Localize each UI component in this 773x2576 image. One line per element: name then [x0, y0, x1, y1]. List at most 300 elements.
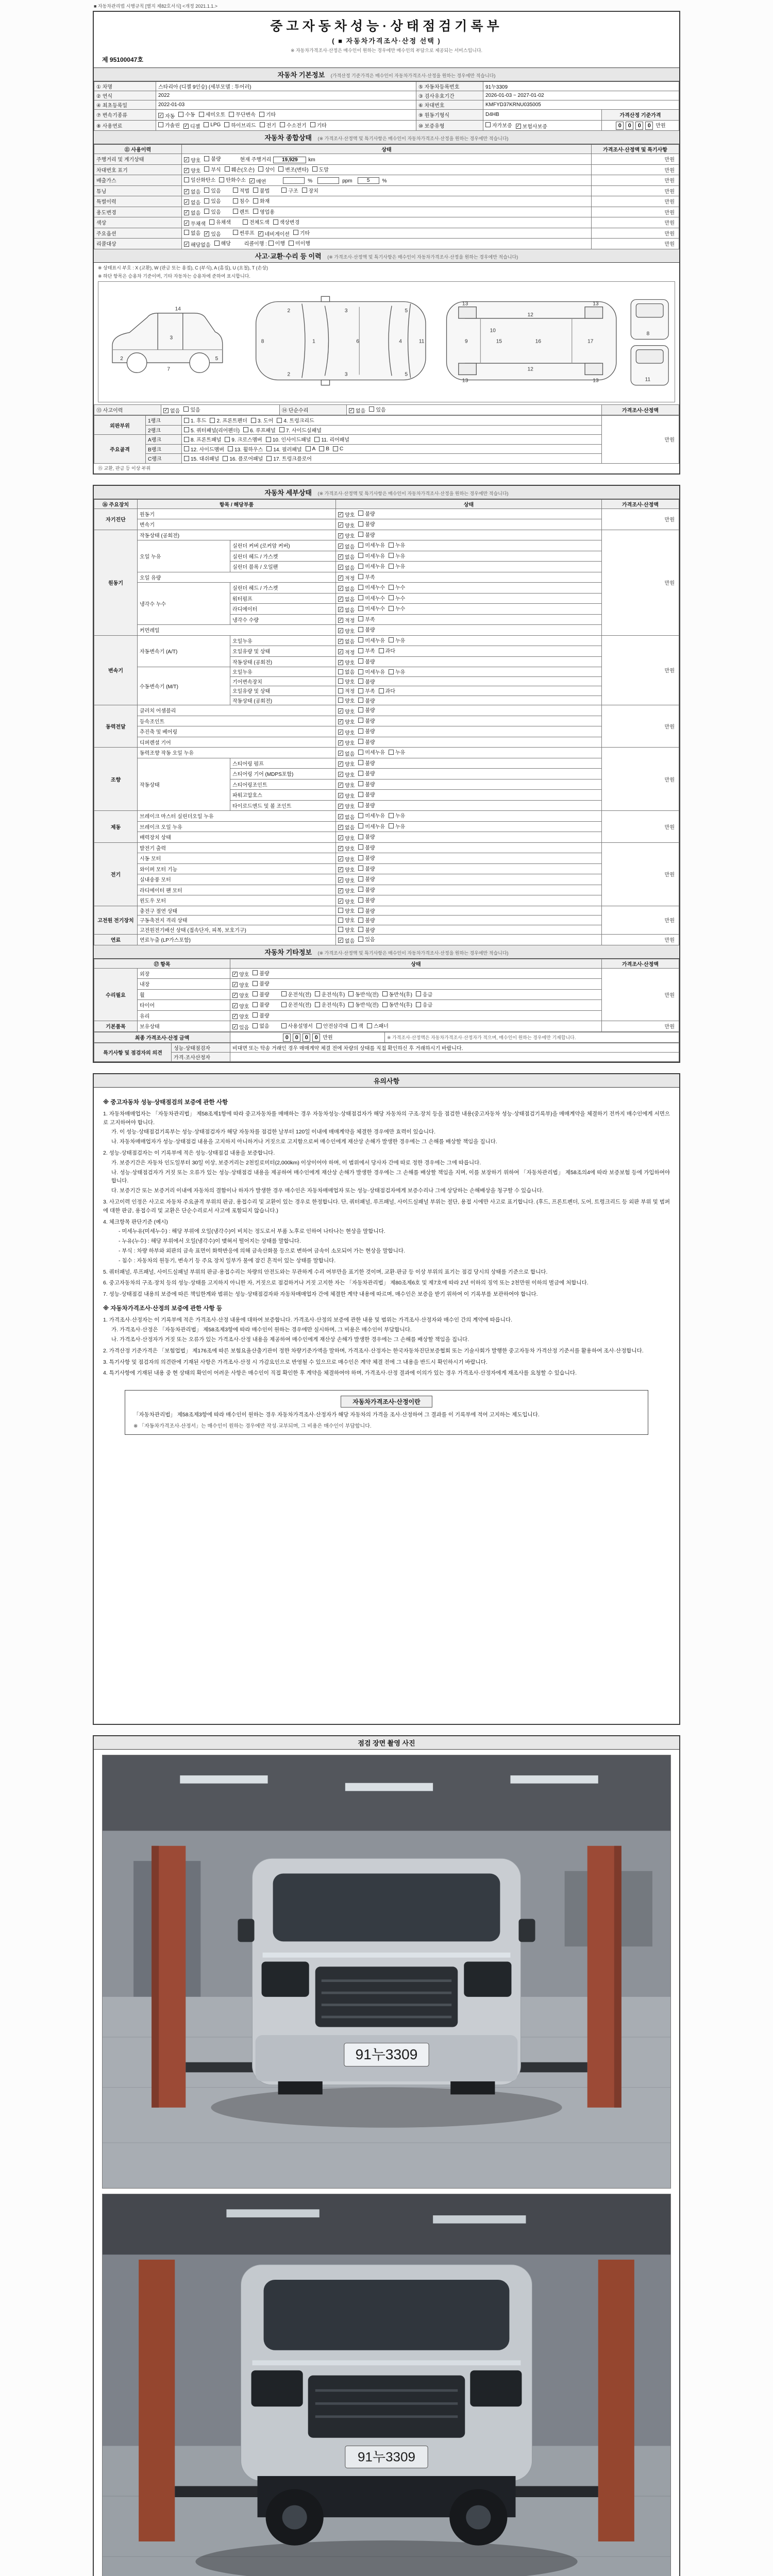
- checkbox-option[interactable]: [280, 121, 307, 129]
- checkbox-option[interactable]: [389, 748, 405, 756]
- checkbox-option[interactable]: [209, 218, 231, 226]
- checkbox-option[interactable]: [251, 416, 273, 424]
- checkbox-option[interactable]: [358, 727, 375, 735]
- checkbox-option[interactable]: [338, 844, 355, 852]
- checkbox[interactable]: [358, 698, 363, 703]
- checkbox-option[interactable]: [358, 738, 375, 745]
- checkbox[interactable]: [348, 991, 354, 996]
- checkbox-option[interactable]: [338, 585, 355, 592]
- checkbox[interactable]: [389, 750, 394, 755]
- checkbox[interactable]: [319, 446, 324, 451]
- checkbox[interactable]: [358, 876, 363, 882]
- checkbox-option[interactable]: [358, 833, 375, 840]
- checkbox[interactable]: [358, 511, 363, 516]
- checkbox-option[interactable]: [243, 218, 270, 226]
- checkbox[interactable]: [338, 639, 343, 644]
- checkbox-option[interactable]: [233, 208, 249, 215]
- checkbox[interactable]: [214, 241, 220, 246]
- checkbox-option[interactable]: [338, 728, 355, 736]
- checkbox[interactable]: [338, 835, 343, 840]
- checkbox-option[interactable]: [210, 416, 247, 424]
- checkbox[interactable]: [358, 728, 363, 734]
- checkbox-option[interactable]: [358, 790, 375, 798]
- checkbox[interactable]: [338, 793, 343, 798]
- checkbox[interactable]: [358, 553, 363, 558]
- checkbox-option[interactable]: [278, 165, 308, 173]
- checkbox-option[interactable]: [348, 1001, 378, 1008]
- checkbox-option[interactable]: [516, 122, 547, 130]
- checkbox-option[interactable]: [338, 887, 355, 894]
- checkbox[interactable]: [358, 771, 363, 776]
- checkbox[interactable]: [338, 649, 343, 654]
- checkbox[interactable]: [358, 887, 363, 892]
- checkbox[interactable]: [281, 991, 287, 996]
- checkbox-option[interactable]: [184, 416, 206, 424]
- checkbox[interactable]: [338, 867, 343, 872]
- checkbox[interactable]: [232, 993, 238, 998]
- checkbox-option[interactable]: [293, 229, 310, 236]
- checkbox-option[interactable]: [184, 198, 200, 206]
- checkbox[interactable]: [310, 122, 315, 127]
- checkbox[interactable]: [253, 981, 258, 986]
- checkbox[interactable]: [389, 823, 394, 828]
- checkbox[interactable]: [389, 606, 394, 611]
- checkbox-option[interactable]: [184, 166, 200, 174]
- checkbox[interactable]: [253, 209, 258, 214]
- checkbox-option[interactable]: [338, 937, 355, 944]
- checkbox-option[interactable]: [184, 188, 200, 195]
- checkbox-option[interactable]: [382, 990, 412, 998]
- checkbox[interactable]: [338, 740, 343, 745]
- checkbox[interactable]: [358, 802, 363, 807]
- checkbox[interactable]: [369, 406, 374, 412]
- checkbox-option[interactable]: [358, 780, 375, 788]
- checkbox[interactable]: [358, 669, 363, 674]
- checkbox-option[interactable]: [358, 926, 375, 934]
- checkbox-option[interactable]: [367, 1022, 389, 1029]
- checkbox-option[interactable]: [351, 1022, 363, 1029]
- checkbox[interactable]: [243, 219, 248, 225]
- checkbox[interactable]: [253, 1023, 258, 1028]
- checkbox[interactable]: [253, 991, 258, 996]
- checkbox[interactable]: [338, 804, 343, 809]
- checkbox[interactable]: [338, 846, 343, 851]
- checkbox[interactable]: [338, 669, 343, 674]
- checkbox[interactable]: [315, 991, 320, 996]
- checkbox[interactable]: [338, 783, 343, 788]
- checkbox[interactable]: [277, 418, 282, 423]
- checkbox-option[interactable]: [253, 208, 275, 215]
- checkbox-option[interactable]: [338, 876, 355, 884]
- checkbox[interactable]: [258, 231, 263, 236]
- checkbox[interactable]: [338, 565, 343, 570]
- checkbox[interactable]: [184, 437, 189, 442]
- checkbox[interactable]: [316, 1023, 322, 1028]
- checkbox-option[interactable]: [338, 855, 355, 863]
- checkbox[interactable]: [158, 113, 163, 118]
- checkbox[interactable]: [204, 231, 209, 236]
- checkbox-option[interactable]: [338, 897, 355, 905]
- checkbox-option[interactable]: [232, 1002, 249, 1010]
- checkbox[interactable]: [184, 456, 189, 461]
- checkbox-option[interactable]: [338, 866, 355, 873]
- checkbox-option[interactable]: [338, 532, 355, 539]
- checkbox[interactable]: [358, 521, 363, 527]
- checkbox[interactable]: [163, 408, 169, 413]
- checkbox-option[interactable]: [338, 553, 355, 561]
- checkbox-option[interactable]: [389, 636, 405, 644]
- checkbox-option[interactable]: [379, 647, 395, 654]
- checkbox-option[interactable]: [358, 573, 375, 581]
- checkbox-option[interactable]: [358, 843, 375, 851]
- checkbox[interactable]: [338, 522, 343, 528]
- checkbox-option[interactable]: [338, 521, 355, 529]
- checkbox-option[interactable]: [358, 706, 375, 714]
- checkbox-option[interactable]: [333, 446, 343, 452]
- checkbox-option[interactable]: [281, 990, 311, 998]
- checkbox-option[interactable]: [348, 990, 378, 998]
- checkbox[interactable]: [338, 688, 343, 693]
- checkbox[interactable]: [266, 446, 272, 451]
- checkbox-option[interactable]: [158, 121, 180, 129]
- checkbox[interactable]: [279, 427, 284, 432]
- checkbox[interactable]: [178, 112, 183, 117]
- checkbox[interactable]: [485, 122, 491, 127]
- checkbox-option[interactable]: [338, 771, 355, 778]
- checkbox-option[interactable]: [338, 718, 355, 725]
- checkbox[interactable]: [367, 1023, 372, 1028]
- checkbox[interactable]: [358, 637, 363, 642]
- checkbox-option[interactable]: [338, 781, 355, 789]
- checkbox-option[interactable]: [358, 748, 385, 756]
- checkbox-option[interactable]: [358, 583, 385, 591]
- checkbox-option[interactable]: [232, 970, 249, 978]
- checkbox-option[interactable]: [338, 574, 355, 582]
- checkbox-option[interactable]: [389, 822, 405, 830]
- checkbox[interactable]: [204, 122, 209, 127]
- checkbox-option[interactable]: [183, 122, 200, 130]
- checkbox-option[interactable]: [358, 510, 375, 517]
- checkbox[interactable]: [266, 456, 272, 461]
- checkbox-option[interactable]: [253, 187, 270, 194]
- checkbox[interactable]: [232, 1024, 238, 1029]
- checkbox-option[interactable]: [233, 229, 255, 236]
- checkbox-option[interactable]: [358, 687, 375, 694]
- checkbox[interactable]: [349, 408, 354, 413]
- checkbox-option[interactable]: [184, 445, 224, 453]
- checkbox[interactable]: [338, 730, 343, 735]
- checkbox[interactable]: [273, 219, 278, 225]
- checkbox-option[interactable]: [184, 426, 240, 434]
- checkbox[interactable]: [358, 532, 363, 537]
- checkbox-option[interactable]: [338, 648, 355, 656]
- checkbox[interactable]: [259, 112, 264, 117]
- checkbox[interactable]: [278, 166, 283, 172]
- checkbox-option[interactable]: [163, 406, 180, 414]
- checkbox-option[interactable]: [314, 435, 349, 443]
- checkbox[interactable]: [338, 918, 343, 923]
- checkbox-option[interactable]: [358, 668, 385, 675]
- checkbox-option[interactable]: [260, 121, 276, 129]
- checkbox[interactable]: [516, 124, 521, 129]
- checkbox[interactable]: [338, 512, 343, 517]
- checkbox[interactable]: [358, 707, 363, 713]
- checkbox[interactable]: [358, 595, 363, 600]
- checkbox-option[interactable]: [319, 446, 329, 452]
- checkbox-option[interactable]: [358, 935, 375, 943]
- checkbox-option[interactable]: [358, 811, 385, 819]
- checkbox-option[interactable]: [266, 435, 311, 443]
- checkbox[interactable]: [358, 688, 363, 693]
- checkbox[interactable]: [281, 188, 287, 193]
- checkbox-option[interactable]: [219, 176, 246, 183]
- checkbox[interactable]: [358, 658, 363, 664]
- checkbox-option[interactable]: [316, 1022, 348, 1029]
- checkbox-option[interactable]: [338, 627, 355, 635]
- checkbox-option[interactable]: [268, 239, 285, 247]
- checkbox-option[interactable]: [338, 564, 355, 571]
- checkbox-option[interactable]: [281, 1001, 311, 1008]
- checkbox-option[interactable]: [338, 595, 355, 603]
- checkbox-option[interactable]: [184, 176, 215, 183]
- checkbox[interactable]: [358, 813, 363, 818]
- checkbox-option[interactable]: [338, 926, 355, 934]
- checkbox-option[interactable]: [358, 875, 375, 883]
- checkbox-option[interactable]: [389, 668, 405, 675]
- checkbox[interactable]: [260, 122, 265, 127]
- checkbox-option[interactable]: [338, 760, 355, 768]
- checkbox[interactable]: [184, 230, 189, 235]
- checkbox[interactable]: [232, 1003, 238, 1008]
- checkbox-option[interactable]: [358, 896, 375, 904]
- checkbox[interactable]: [233, 230, 238, 235]
- checkbox[interactable]: [358, 927, 363, 932]
- checkbox[interactable]: [389, 564, 394, 569]
- checkbox-option[interactable]: [184, 241, 211, 248]
- checkbox-option[interactable]: [253, 1022, 269, 1029]
- checkbox-option[interactable]: [184, 156, 200, 164]
- checkbox[interactable]: [338, 938, 343, 943]
- checkbox-option[interactable]: [306, 446, 316, 452]
- checkbox-option[interactable]: [184, 435, 221, 443]
- checkbox[interactable]: [228, 446, 233, 451]
- checkbox-option[interactable]: [223, 454, 263, 462]
- checkbox-option[interactable]: [369, 405, 385, 413]
- checkbox-option[interactable]: [204, 165, 221, 173]
- checkbox[interactable]: [338, 888, 343, 893]
- checkbox[interactable]: [358, 908, 363, 913]
- checkbox[interactable]: [358, 718, 363, 723]
- checkbox[interactable]: [389, 813, 394, 818]
- checkbox[interactable]: [280, 122, 285, 127]
- checkbox[interactable]: [338, 899, 343, 904]
- checkbox[interactable]: [183, 124, 189, 129]
- checkbox[interactable]: [184, 418, 189, 423]
- checkbox[interactable]: [338, 856, 343, 861]
- checkbox[interactable]: [253, 1012, 258, 1018]
- checkbox[interactable]: [358, 543, 363, 548]
- checkbox-option[interactable]: [338, 697, 355, 704]
- checkbox-option[interactable]: [232, 1023, 249, 1031]
- checkbox[interactable]: [338, 751, 343, 756]
- checkbox[interactable]: [338, 698, 343, 703]
- checkbox[interactable]: [289, 241, 294, 246]
- checkbox[interactable]: [204, 188, 209, 193]
- checkbox[interactable]: [351, 1023, 357, 1028]
- checkbox-option[interactable]: [279, 426, 322, 434]
- checkbox-option[interactable]: [358, 636, 385, 644]
- checkbox[interactable]: [358, 585, 363, 590]
- checkbox[interactable]: [302, 188, 307, 193]
- checkbox-option[interactable]: [338, 677, 355, 685]
- checkbox-option[interactable]: [338, 813, 355, 821]
- checkbox[interactable]: [229, 112, 234, 117]
- checkbox-option[interactable]: [158, 112, 175, 120]
- checkbox-option[interactable]: [416, 1001, 432, 1008]
- checkbox-option[interactable]: [258, 165, 275, 173]
- checkbox[interactable]: [249, 178, 255, 183]
- checkbox[interactable]: [389, 669, 394, 674]
- checkbox[interactable]: [389, 543, 394, 548]
- checkbox-option[interactable]: [204, 122, 221, 128]
- checkbox[interactable]: [358, 937, 363, 942]
- checkbox[interactable]: [225, 437, 230, 442]
- checkbox[interactable]: [225, 166, 230, 172]
- checkbox[interactable]: [338, 586, 343, 591]
- checkbox-option[interactable]: [338, 792, 355, 800]
- checkbox-option[interactable]: [358, 854, 375, 861]
- checkbox[interactable]: [268, 241, 274, 246]
- checkbox[interactable]: [358, 781, 363, 786]
- checkbox-option[interactable]: [358, 615, 375, 623]
- checkbox[interactable]: [253, 188, 258, 193]
- checkbox[interactable]: [338, 554, 343, 560]
- checkbox-option[interactable]: [253, 979, 269, 987]
- checkbox-option[interactable]: [224, 121, 256, 129]
- checkbox-option[interactable]: [485, 121, 512, 129]
- checkbox-option[interactable]: [358, 541, 385, 549]
- checkbox[interactable]: [184, 189, 189, 194]
- checkbox-option[interactable]: [382, 1001, 412, 1008]
- checkbox-option[interactable]: [338, 916, 355, 924]
- checkbox-option[interactable]: [225, 165, 255, 173]
- checkbox-option[interactable]: [228, 445, 263, 453]
- checkbox-option[interactable]: [184, 209, 200, 216]
- checkbox-option[interactable]: [338, 707, 355, 715]
- checkbox-option[interactable]: [253, 197, 270, 205]
- checkbox[interactable]: [389, 595, 394, 600]
- checkbox[interactable]: [338, 544, 343, 549]
- checkbox[interactable]: [184, 177, 189, 182]
- checkbox-option[interactable]: [338, 543, 355, 550]
- checkbox[interactable]: [184, 221, 189, 226]
- checkbox-option[interactable]: [358, 759, 375, 767]
- checkbox-option[interactable]: [389, 552, 405, 560]
- checkbox[interactable]: [358, 823, 363, 828]
- checkbox[interactable]: [358, 834, 363, 839]
- checkbox[interactable]: [358, 739, 363, 744]
- checkbox[interactable]: [232, 982, 238, 987]
- checkbox-option[interactable]: [315, 990, 345, 998]
- checkbox[interactable]: [204, 209, 209, 214]
- checkbox[interactable]: [204, 156, 209, 161]
- checkbox-option[interactable]: [358, 916, 375, 924]
- checkbox[interactable]: [358, 866, 363, 871]
- checkbox[interactable]: [338, 708, 343, 714]
- checkbox-option[interactable]: [302, 187, 318, 194]
- checkbox-option[interactable]: [229, 110, 256, 118]
- checkbox-option[interactable]: [338, 802, 355, 810]
- checkbox[interactable]: [338, 575, 343, 581]
- checkbox[interactable]: [204, 166, 209, 172]
- checkbox-option[interactable]: [358, 520, 375, 528]
- checkbox[interactable]: [232, 972, 238, 977]
- checkbox[interactable]: [184, 446, 189, 451]
- checkbox[interactable]: [209, 219, 214, 225]
- checkbox[interactable]: [253, 970, 258, 975]
- checkbox-option[interactable]: [214, 239, 231, 247]
- checkbox[interactable]: [223, 456, 228, 461]
- checkbox-option[interactable]: [273, 218, 300, 226]
- checkbox-option[interactable]: [358, 822, 385, 830]
- checkbox[interactable]: [358, 606, 363, 611]
- checkbox[interactable]: [338, 597, 343, 602]
- checkbox[interactable]: [184, 168, 189, 173]
- checkbox-option[interactable]: [358, 886, 375, 893]
- checkbox[interactable]: [358, 648, 363, 653]
- checkbox-option[interactable]: [338, 616, 355, 624]
- checkbox-option[interactable]: [258, 230, 290, 238]
- checkbox-option[interactable]: [358, 801, 375, 809]
- checkbox[interactable]: [184, 242, 189, 247]
- checkbox[interactable]: [338, 927, 343, 932]
- checkbox-option[interactable]: [243, 426, 276, 434]
- checkbox-option[interactable]: [253, 1011, 269, 1019]
- checkbox[interactable]: [358, 792, 363, 797]
- checkbox-option[interactable]: [232, 1012, 249, 1020]
- checkbox[interactable]: [348, 1002, 354, 1007]
- checkbox[interactable]: [389, 585, 394, 590]
- checkbox[interactable]: [358, 844, 363, 850]
- checkbox[interactable]: [315, 1002, 320, 1007]
- checkbox-option[interactable]: [281, 1022, 313, 1029]
- checkbox-option[interactable]: [338, 739, 355, 747]
- checkbox[interactable]: [251, 418, 256, 423]
- checkbox-option[interactable]: [184, 454, 219, 462]
- checkbox-option[interactable]: [358, 865, 375, 872]
- checkbox-option[interactable]: [204, 155, 221, 162]
- checkbox[interactable]: [358, 897, 363, 903]
- checkbox-option[interactable]: [204, 208, 221, 215]
- checkbox-option[interactable]: [338, 606, 355, 614]
- checkbox[interactable]: [233, 188, 238, 193]
- checkbox-option[interactable]: [253, 990, 269, 998]
- checkbox[interactable]: [253, 198, 258, 204]
- checkbox[interactable]: [358, 616, 363, 621]
- checkbox[interactable]: [233, 209, 238, 214]
- checkbox[interactable]: [266, 437, 271, 442]
- checkbox[interactable]: [219, 177, 224, 182]
- checkbox[interactable]: [358, 574, 363, 579]
- checkbox[interactable]: [243, 427, 248, 432]
- checkbox[interactable]: [416, 991, 421, 996]
- checkbox[interactable]: [210, 418, 215, 423]
- checkbox[interactable]: [184, 427, 189, 432]
- checkbox-option[interactable]: [199, 110, 226, 118]
- checkbox-option[interactable]: [358, 625, 375, 633]
- checkbox-option[interactable]: [358, 552, 385, 560]
- checkbox[interactable]: [379, 648, 384, 653]
